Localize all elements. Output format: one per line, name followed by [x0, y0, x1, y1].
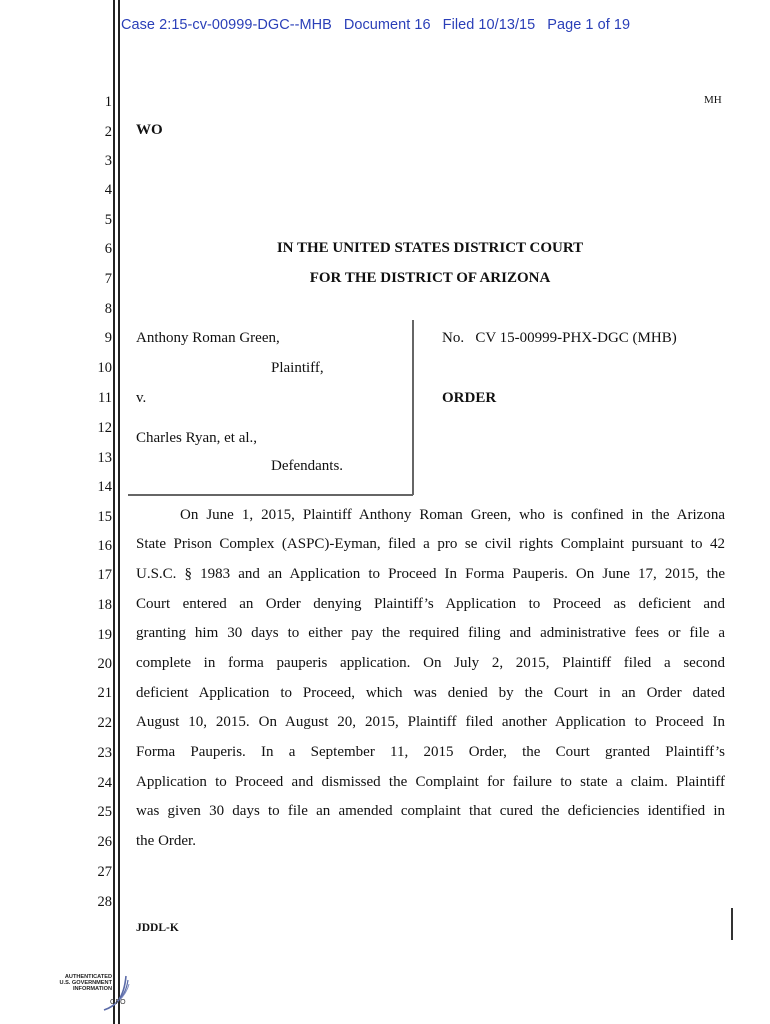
line-number: 24 — [97, 775, 112, 791]
body-line: complete in forma pauperis application. On July 2, 2015, Plaintiff filed a second — [136, 655, 725, 671]
versus: v. — [136, 390, 147, 406]
line-number: 18 — [97, 597, 112, 613]
line-number: 7 — [104, 271, 112, 287]
body-line: State Prison Complex (ASPC)-Eyman, filed a pro se civil rights Complaint pursuant to 42 — [136, 536, 725, 552]
line-number: 22 — [97, 715, 112, 731]
line-number: 8 — [104, 301, 112, 317]
gpo-authentication-seal — [40, 972, 130, 1017]
line-number: 23 — [97, 745, 112, 761]
body-line: Court entered an Order denying Plaintiff’s Application to Proceed as deficient and — [136, 596, 725, 612]
line-number: 27 — [97, 864, 112, 880]
svg-text:GPO: GPO — [110, 999, 126, 1006]
line-number: 1 — [104, 94, 112, 110]
plaintiff-name: Anthony Roman Green, — [136, 330, 280, 346]
gpo-seal-text: AUTHENTICATED U.S. GOVERNMENT INFORMATION — [59, 974, 112, 993]
line-number: 11 — [98, 390, 112, 406]
line-number: 12 — [97, 420, 112, 436]
margin-rule-right — [118, 0, 120, 1024]
caption-divider-vertical — [412, 320, 414, 495]
body-line: August 10, 2015. On August 20, 2015, Plaintiff filed another Application to Proceed In — [136, 714, 725, 730]
page-count: Page 1 of 19 — [547, 17, 631, 33]
line-number: 6 — [104, 241, 112, 257]
line-number: 3 — [104, 153, 112, 169]
defendant-label: Defendants. — [271, 458, 344, 474]
line-number: 21 — [97, 685, 112, 701]
line-number: 2 — [104, 124, 112, 140]
line-number: 4 — [104, 182, 112, 198]
line-number: 17 — [97, 567, 112, 583]
wo-mark: WO — [136, 122, 163, 138]
line-number: 19 — [97, 627, 112, 643]
line-number: 15 — [97, 509, 112, 525]
line-number: 10 — [97, 360, 112, 376]
case-number: Case 2:15-cv-00999-DGC--MHB — [121, 17, 332, 33]
corner-mark: MH — [704, 94, 722, 106]
court-district: FOR THE DISTRICT OF ARIZONA — [309, 270, 551, 286]
line-number: 16 — [97, 538, 112, 554]
body-line: was given 30 days to file an amended complaint that cured the deficiencies identified in — [136, 803, 725, 819]
caption-divider-horizontal — [128, 494, 413, 496]
order-title: ORDER — [442, 390, 497, 406]
body-line: deficient Application to Proceed, which was denied by the Court in an Order dated — [136, 685, 725, 701]
court-name: IN THE UNITED STATES DISTRICT COURT — [276, 240, 584, 256]
line-number: 28 — [97, 894, 112, 910]
body-line: Application to Proceed and dismissed the Complaint for failure to state a claim. Plaintiff — [136, 774, 725, 790]
body-line: Forma Pauperis. In a September 11, 2015 Order, the Court granted Plaintiff’s — [136, 744, 725, 760]
plaintiff-label: Plaintiff, — [271, 360, 324, 376]
body-line: the Order. — [136, 833, 196, 849]
defendant-name: Charles Ryan, et al., — [136, 430, 258, 446]
gpo-eagle-icon — [100, 972, 132, 1014]
body-line: U.S.C. § 1983 and an Application to Proceed In Forma Pauperis. On June 17, 2015, the — [136, 566, 725, 582]
ecf-header-stamp — [121, 17, 642, 33]
body-line: granting him 30 days to either pay the required filing and administrative fees or file a — [136, 625, 725, 641]
line-number: 20 — [97, 656, 112, 672]
line-number: 26 — [97, 834, 112, 850]
line-number: 25 — [97, 804, 112, 820]
body-line: On June 1, 2015, Plaintiff Anthony Roman Green, who is confined in the Arizona — [180, 507, 725, 523]
line-number: 9 — [104, 330, 112, 346]
document-number: Document 16 — [343, 17, 431, 33]
margin-rule-left — [113, 0, 115, 1024]
right-margin-mark — [731, 908, 733, 940]
footer-code: JDDL-K — [136, 922, 179, 934]
line-number: 14 — [97, 479, 112, 495]
line-number: 13 — [97, 450, 112, 466]
filed-date: Filed 10/13/15 — [442, 17, 536, 33]
case-number-caption: No. CV 15-00999-PHX-DGC (MHB) — [442, 330, 677, 346]
line-number: 5 — [104, 212, 112, 228]
